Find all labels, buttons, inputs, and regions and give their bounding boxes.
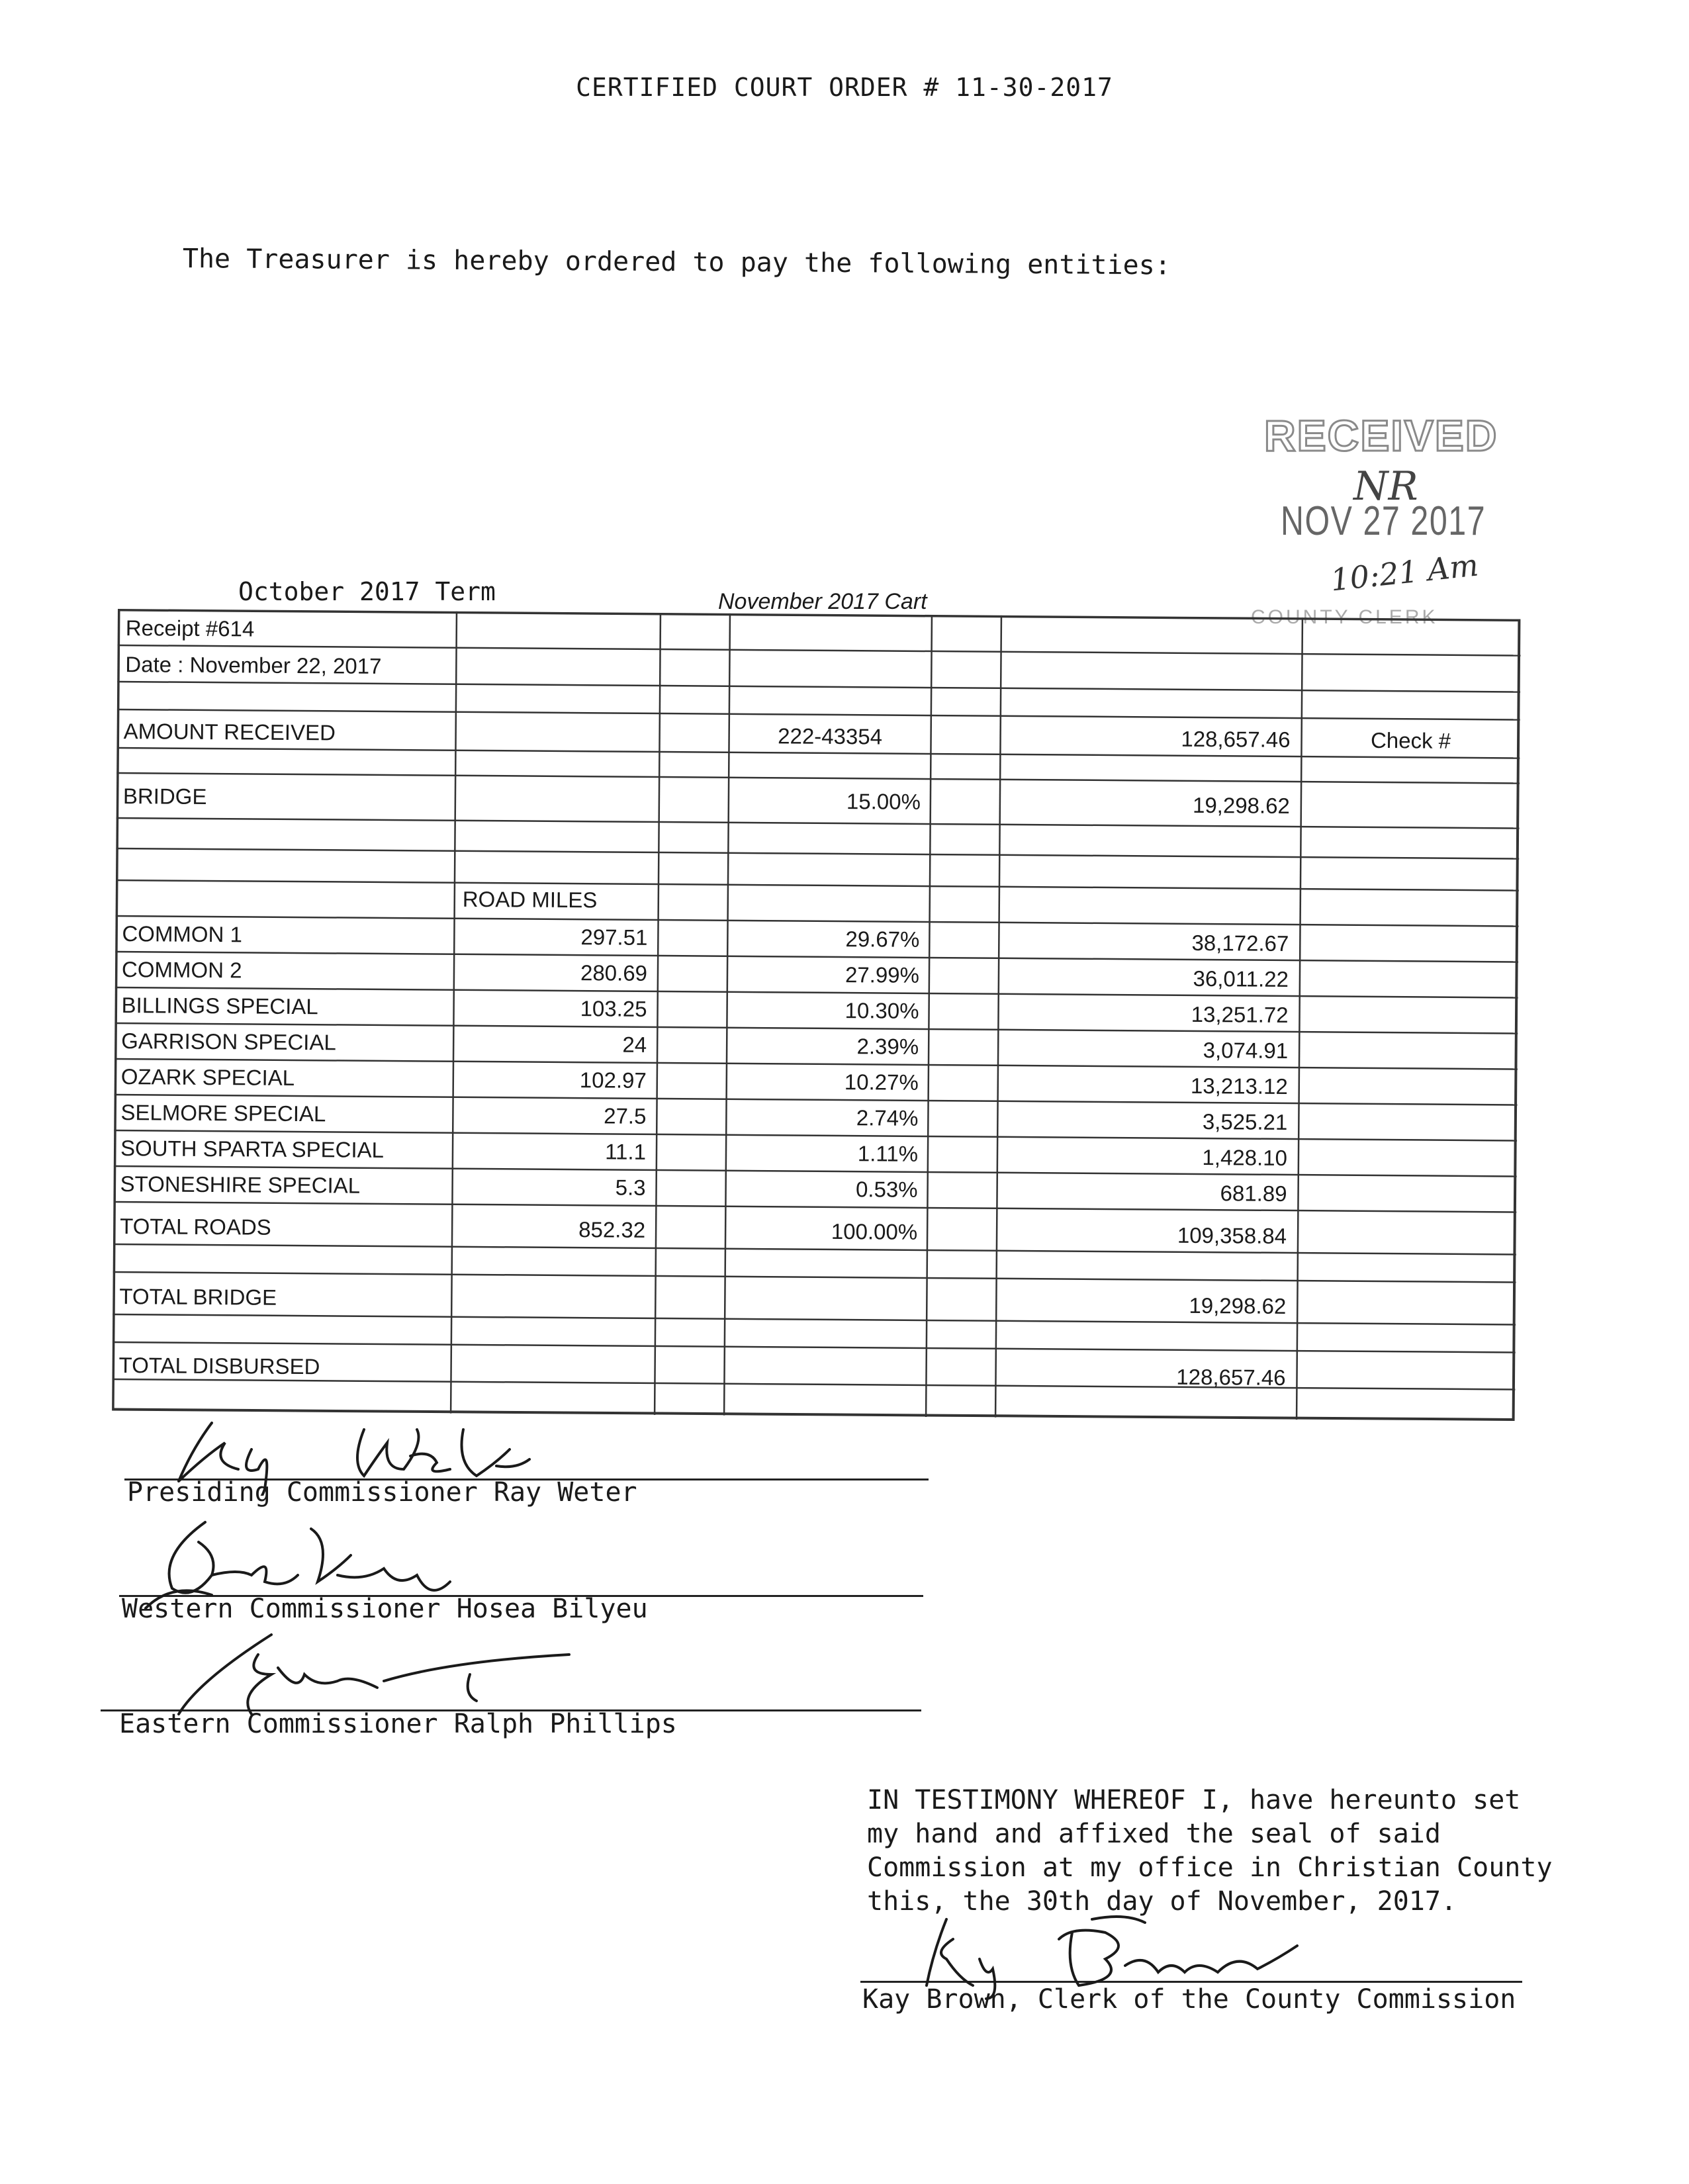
row-miles: 24 (622, 1032, 647, 1057)
row-label: COMMON 2 (121, 957, 242, 983)
presiding-commissioner-label: Presiding Commissioner Ray Weter (127, 1477, 637, 1508)
row-percent: 10.27% (844, 1069, 919, 1095)
eastern-commissioner-label: Eastern Commissioner Ralph Phillips (119, 1709, 677, 1739)
row-amount: 1,428.10 (1202, 1145, 1288, 1170)
total-roads-label: TOTAL ROADS (120, 1214, 271, 1240)
ledger-table (112, 609, 1521, 1422)
bridge-amount: 19,298.62 (1192, 792, 1291, 818)
amount-received-label: AMOUNT RECEIVED (123, 719, 336, 745)
cart-label: November 2017 Cart (718, 589, 927, 614)
row-amount: 38,172.67 (1191, 930, 1289, 956)
bridge-percent: 15.00% (846, 789, 921, 814)
row-amount: 13,213.12 (1190, 1073, 1288, 1099)
row-percent: 29.67% (845, 927, 920, 952)
row-amount: 3,525.21 (1202, 1109, 1288, 1134)
total-bridge-amount: 19,298.62 (1189, 1293, 1287, 1318)
row-amount: 3,074.91 (1203, 1038, 1289, 1063)
row-miles: 11.1 (605, 1139, 647, 1164)
stamp-time: 10:21 Am (1328, 547, 1481, 598)
road-miles-header: ROAD MILES (462, 886, 598, 913)
row-label: BILLINGS SPECIAL (121, 993, 318, 1019)
row-percent: 27.99% (844, 962, 920, 987)
document-title: CERTIFIED COURT ORDER # 11-30-2017 (576, 73, 1113, 102)
stamp-date: NOV 27 2017 (1281, 498, 1486, 544)
total-roads-miles: 852.32 (578, 1217, 646, 1242)
term-label: October 2017 Term (238, 577, 496, 606)
total-bridge-label: TOTAL BRIDGE (119, 1284, 277, 1310)
receipt-number: Receipt #614 (125, 615, 255, 641)
row-miles: 5.3 (615, 1175, 646, 1200)
check-number-label: Check # (1370, 727, 1451, 753)
row-percent: 0.53% (855, 1177, 918, 1202)
row-miles: 280.69 (580, 960, 648, 985)
row-label: SOUTH SPARTA SPECIAL (120, 1136, 385, 1162)
total-roads-amount: 109,358.84 (1177, 1222, 1287, 1248)
clerk-label: Kay Brown, Clerk of the County Commission (862, 1984, 1516, 2015)
total-disbursed-label: TOTAL DISBURSED (118, 1353, 320, 1379)
row-label: OZARK SPECIAL (120, 1064, 295, 1090)
western-commissioner-label: Western Commissioner Hosea Bilyeu (122, 1594, 648, 1624)
received-stamp: RECEIVED (1264, 411, 1498, 460)
row-label: STONESHIRE SPECIAL (120, 1171, 361, 1198)
total-disbursed-amount: 128,657.46 (1176, 1364, 1286, 1390)
total-roads-percent: 100.00% (831, 1218, 918, 1244)
row-miles: 102.97 (579, 1068, 647, 1093)
row-label: COMMON 1 (122, 921, 243, 947)
row-label: GARRISON SPECIAL (121, 1028, 336, 1055)
account-number: 222-43354 (778, 723, 883, 749)
row-percent: 1.11% (857, 1141, 919, 1166)
stamp-office: COUNTY CLERK (1251, 606, 1438, 627)
row-percent: 2.39% (856, 1034, 919, 1059)
row-miles: 103.25 (580, 996, 647, 1021)
receipt-date: Date : November 22, 2017 (125, 652, 382, 678)
row-amount: 13,251.72 (1191, 1001, 1289, 1027)
row-label: SELMORE SPECIAL (120, 1100, 326, 1126)
row-miles: 297.51 (580, 925, 648, 950)
row-amount: 36,011.22 (1193, 966, 1289, 991)
row-amount: 681.89 (1220, 1181, 1287, 1206)
row-miles: 27.5 (604, 1103, 647, 1128)
intro-text: The Treasurer is hereby ordered to pay the following entities: (182, 244, 1171, 281)
bridge-label: BRIDGE (122, 784, 207, 809)
testimony-text: IN TESTIMONY WHEREOF I, have hereunto set my hand and affixed the seal of said Commission at my office in Christian County this, the 30th day of November, 2017. (867, 1785, 1553, 1917)
row-percent: 10.30% (844, 998, 919, 1023)
amount-received-value: 128,657.46 (1181, 726, 1291, 752)
stamp-initials: NR (1353, 463, 1418, 510)
row-percent: 2.74% (856, 1105, 919, 1130)
